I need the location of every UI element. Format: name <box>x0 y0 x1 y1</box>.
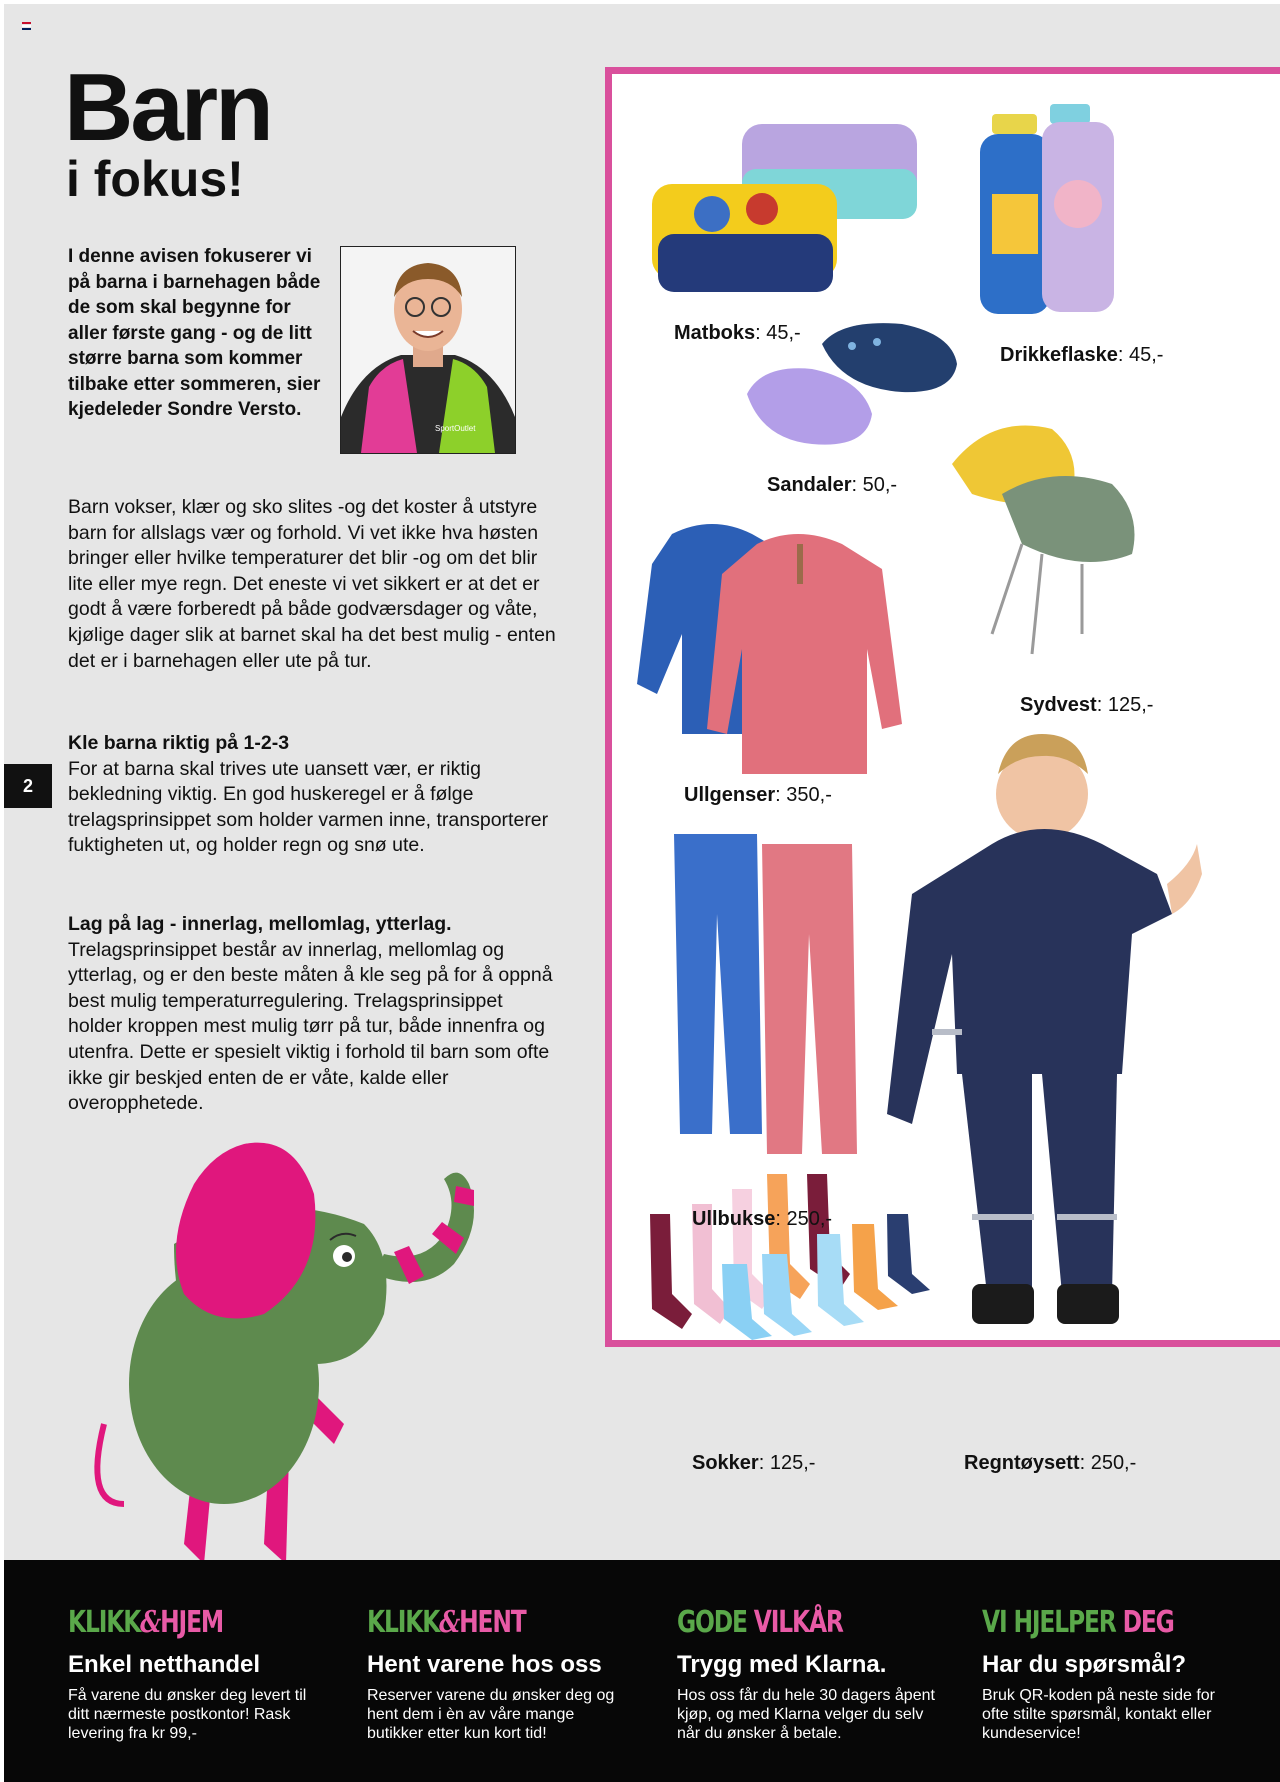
footer-title: Har du spørsmål? <box>982 1651 1187 1678</box>
body-paragraph: Barn vokser, klær og sko slites -og det koster å utstyre barn for allslags vær og forhold. Vi vet ikke hva høsten bringer eller hvilke temperaturer det blir -og om det blir lite eller mye regn. Det eneste vi vet sikkert er at det er godt å være forberedt på både godværsdager og våte, kjølige dager slik at barnet skal ha det best mulig - enten det er i barnehagen eller ute på tur. <box>68 496 556 672</box>
lunchbox-icon <box>652 124 917 292</box>
elephant-illustration <box>64 1124 534 1564</box>
page-title: Barn <box>64 54 271 161</box>
intro-text: I denne avisen fokuserer vi på barna i barnehagen både de som skal begynne for aller første gang - og de litt større barna som kommer tilbake etter sommeren, sier kjedeleder Sondre Versto. <box>68 246 321 420</box>
portrait-photo <box>340 246 516 454</box>
rain-suit-icon <box>887 734 1202 1324</box>
footer-brand: KLIKK&HJEM <box>68 1605 224 1640</box>
footer-text: Reserver varene du ønsker deg og hent dem i èn av våre mange butikker etter kun kort tid! <box>367 1687 615 1742</box>
rain-hat-icon <box>952 426 1135 654</box>
product-label-rain-hat: Sydvest: 125,- <box>1020 694 1154 716</box>
footer-brand: VI HJELPER DEG <box>982 1605 1174 1640</box>
footer-good-terms <box>677 1606 957 1743</box>
footer-text: Hos oss får du hele 30 dagers åpent kjøp, og med Klarna velger du selv når du ønsker å betale. <box>677 1687 935 1742</box>
footer-text: Få varene du ønsker deg levert til ditt nærmeste postkontor! Rask levering fra kr 99,- <box>68 1687 307 1742</box>
sweater-icon <box>637 524 902 774</box>
section-layers-123 <box>68 731 558 859</box>
product-label-wool-pants: Ullbukse: 250,- <box>692 1208 833 1230</box>
section-text: Trelagsprinsippet består av innerlag, mellomlag og ytterlag, og er den beste måten å kle seg på for å oppnå best mulig temperaturregulering. Trelagsprinsippet holder kroppen mest mulig tørr på tur, både innenfra og utenfra. Dette er spesielt viktig i forhold til barn som ofte ikke gir beskjed enten de er våte, kalde eller overopphetede. <box>68 938 553 1115</box>
portrait-logo: SportOutlet <box>435 424 476 433</box>
product-label-socks: Sokker: 125,- <box>692 1452 816 1474</box>
footer-click-collect <box>367 1606 647 1743</box>
footer-text: Bruk QR-koden på neste side for ofte stilte spørsmål, kontakt eller kundeservice! <box>982 1687 1216 1742</box>
footer-title: Trygg med Klarna. <box>677 1651 887 1678</box>
section-text: For at barna skal trives ute uansett vær, er riktig bekledning viktig. En god huskeregel er å følge trelagsprinsippet som holder varmen inne, transporterer fuktigheten ut, og holder regn og snø ute. <box>68 757 549 857</box>
footer-help <box>982 1606 1262 1743</box>
section-layer-on-layer <box>68 912 558 1117</box>
norway-flag-icon <box>22 22 31 30</box>
footer <box>4 1560 1280 1782</box>
product-label-sweater: Ullgenser: 350,- <box>684 784 832 806</box>
product-label-water-bottle: Drikkeflaske: 45,- <box>1000 344 1164 366</box>
footer-title: Hent varene hos oss <box>367 1651 602 1678</box>
product-illustrations <box>612 74 1280 1340</box>
product-label-lunchbox: Matboks: 45,- <box>674 322 801 344</box>
water-bottle-icon <box>980 104 1114 314</box>
wool-pants-icon <box>674 834 857 1154</box>
footer-title: Enkel netthandel <box>68 1651 261 1678</box>
footer-brand: GODE VILKÅR <box>677 1605 843 1640</box>
footer-brand: KLIKK&HENT <box>367 1605 526 1640</box>
product-label-rain-suit: Regntøysett: 250,- <box>964 1452 1137 1474</box>
product-label-sandals: Sandaler: 50,- <box>767 474 898 496</box>
footer-click-home <box>68 1606 348 1743</box>
socks-icon <box>650 1174 930 1340</box>
page-number: 2 <box>4 764 52 808</box>
page <box>4 4 1280 1782</box>
section-heading: Kle barna riktig på 1-2-3 <box>68 732 290 754</box>
section-heading: Lag på lag - innerlag, mellomlag, ytterlag. <box>68 913 452 935</box>
product-panel <box>605 67 1280 1474</box>
page-subtitle: i fokus! <box>66 151 244 207</box>
